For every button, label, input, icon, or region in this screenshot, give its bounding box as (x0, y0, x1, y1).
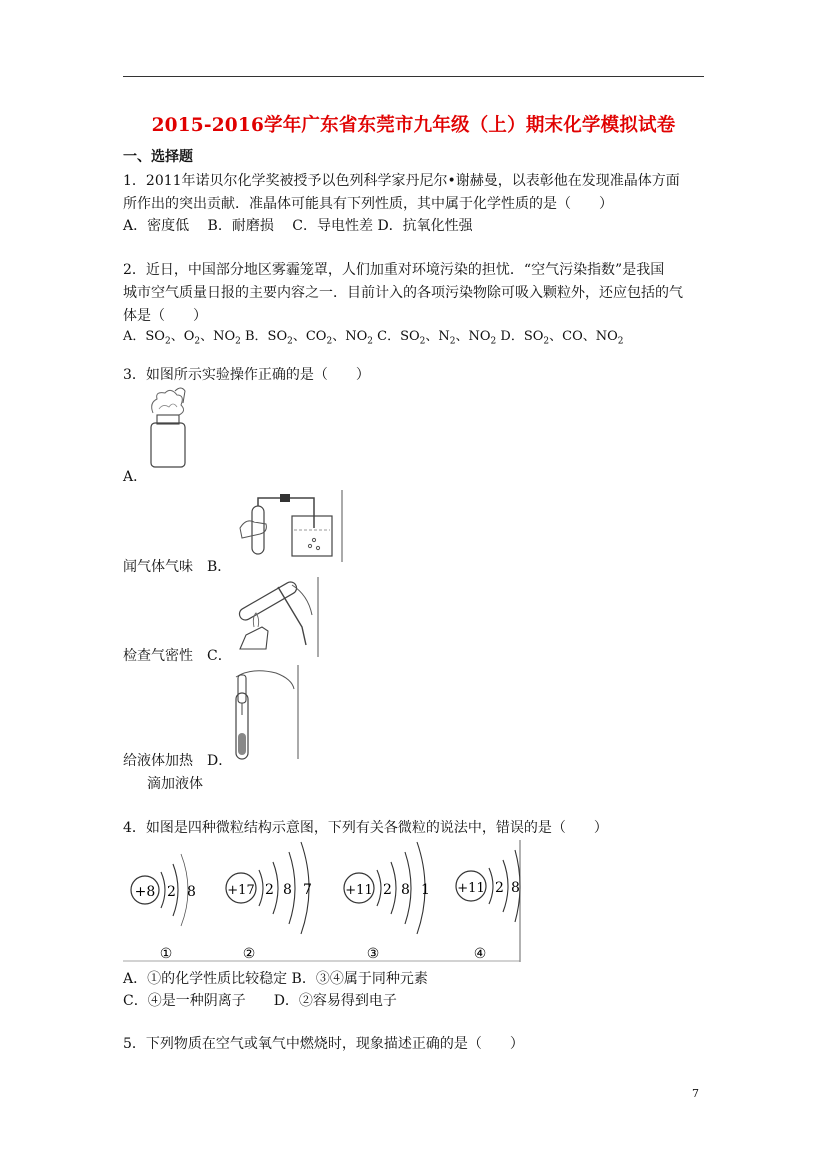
airtightness-figure (232, 488, 344, 564)
particle-2-label: ② (242, 946, 256, 962)
q3-cap-b: 检查气密性 C． (123, 648, 232, 664)
q2-line1: 2．近日，中国部分地区雾霾笼罩，人们加重对环境污染的担忧．“空气污染指数”是我国 (123, 262, 665, 278)
page-title: 2015-2016学年广东省东莞市九年级（上）期末化学模拟试卷 (151, 115, 676, 136)
particle-3-shell-3: 1 (421, 882, 430, 898)
smell-gas-figure (145, 385, 190, 471)
q2-line2: 城市空气质量日报的主要内容之一．目前计入的各项污染物除可吸入颗粒外，还应包括的气 (123, 285, 683, 301)
particle-1-nucleus: +8 (134, 884, 156, 900)
header-rule (123, 76, 704, 77)
particle-3 (344, 842, 430, 962)
drop-liquid-figure (232, 663, 302, 763)
section-heading: 一、选择题 (123, 149, 193, 165)
particle-4-nucleus: +11 (457, 881, 485, 896)
page-number: 7 (692, 1087, 699, 1100)
particle-structure-diagram (123, 838, 523, 963)
particle-2-shell-1: 2 (265, 882, 274, 898)
particle-4-label: ④ (473, 946, 487, 962)
q1-options: A．密度低 B．耐磨损 C．导电性差 D．抗氧化性强 (123, 218, 473, 234)
q4-options-1: A．①的化学性质比较稳定 B．③④属于同种元素 (123, 971, 428, 987)
particle-2-shell-2: 8 (283, 882, 292, 898)
particle-3-label: ③ (366, 946, 380, 962)
q4-options-2: C．④是一种阴离子 D．②容易得到电子 (123, 993, 397, 1009)
particle-1-shell-2: 8 (187, 884, 196, 900)
particle-1-shell-1: 2 (167, 884, 176, 900)
particle-3-shell-1: 2 (383, 882, 392, 898)
particle-4-shell-2: 8 (511, 880, 520, 896)
particle-4-shell-1: 2 (495, 880, 504, 896)
particle-2 (226, 842, 312, 962)
q3-label-a: A． (123, 469, 148, 485)
particle-4 (456, 850, 520, 962)
q1-line1: 1．2011年诺贝尔化学奖被授予以色列科学家丹尼尔•谢赫曼，以表彰他在发现准晶体方面 (123, 173, 680, 189)
q3-cap-d: 滴加液体 (147, 776, 203, 792)
particle-3-nucleus: +11 (345, 883, 373, 898)
particle-3-shell-2: 8 (401, 882, 410, 898)
particle-1 (131, 854, 196, 962)
particle-2-shell-3: 7 (303, 882, 312, 898)
q3-cap-c: 给液体加热 D． (123, 753, 233, 769)
q3-cap-a: 闻气体气味 B． (123, 559, 232, 575)
q5-stem: 5．下列物质在空气或氧气中燃烧时，现象描述正确的是（ ） (123, 1036, 524, 1052)
q1-line2: 所作出的突出贡献．准晶体可能具有下列性质，其中属于化学性质的是（ ） (123, 196, 613, 212)
q4-stem: 4．如图是四种微粒结构示意图，下列有关各微粒的说法中，错误的是（ ） (123, 820, 608, 836)
particle-2-nucleus: +17 (227, 883, 255, 898)
q2-options: A．$SO_2$、$O_2$、$NO_2$ B．$SO_2$、$CO_2$、$NO_2$ C．$SO_2$、$N_2$、$NO_2$ D．$SO_2$、CO、$NO_2$ (123, 329, 624, 347)
q3-stem: 3．如图所示实验操作正确的是（ ） (123, 367, 370, 383)
particle-1-label: ① (159, 946, 173, 962)
q2-line3: 体是（ ） (123, 308, 207, 324)
heat-liquid-figure (232, 575, 322, 659)
